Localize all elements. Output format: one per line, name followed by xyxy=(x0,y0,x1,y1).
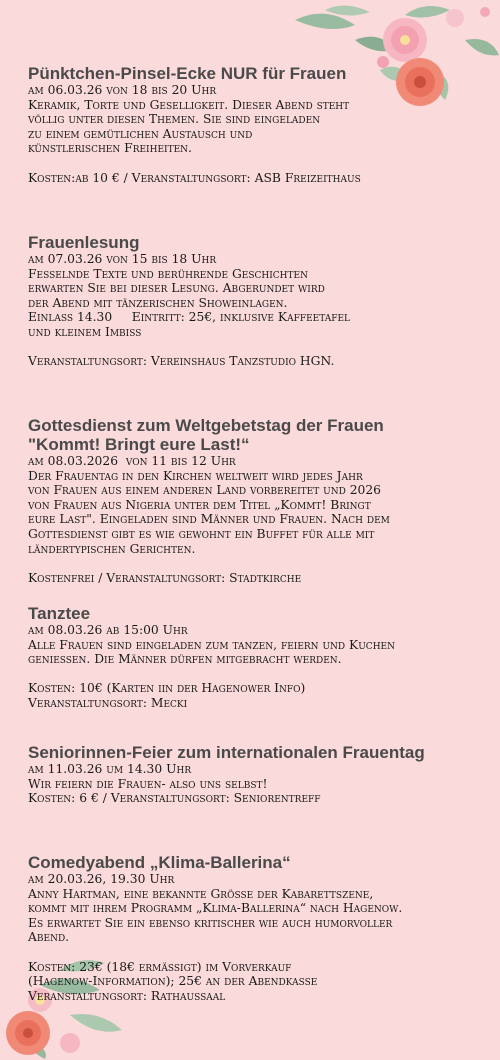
event-cost-venue: Kosten: 6 € / Veranstaltungsort: Seniorentreff xyxy=(28,791,321,806)
event-description-line: eure Last". Eingeladen sind Männer und Frauen. Nach dem xyxy=(28,512,390,527)
event-description-line: kommt mit ihrem Programm „Klima-Ballerina“ nach Hagenow. xyxy=(28,901,403,916)
event-description-line: Es erwartet Sie ein ebenso kritischer wie auch humorvoller xyxy=(28,915,393,930)
event-description-line: und kleinem Imbiss xyxy=(28,324,142,339)
event-details xyxy=(28,623,488,711)
event-title xyxy=(28,233,488,252)
event-description-line: Gottesdienst gibt es wie gewohnt ein Buffet für alle mit xyxy=(28,526,375,541)
event-title-line: Pünktchen-Pinsel-Ecke NUR für Frauen xyxy=(28,64,347,83)
event-details xyxy=(28,872,488,1003)
event-description-line: künstlerischen Freiheiten. xyxy=(28,141,192,156)
event-title-line: "Kommt! Bringt eure Last!“ xyxy=(28,435,250,454)
event-description-line: erwarten Sie bei dieser Lesung. Abgerundet wird xyxy=(28,281,325,296)
event-details xyxy=(28,454,488,585)
event-date: am 07.03.26 von 15 bis 18 Uhr xyxy=(28,252,217,266)
event-cost: (Hagenow-Information); 25€ an der Abendkasse xyxy=(28,974,318,989)
event-description-line: Alle Frauen sind eingeladen zum tanzen, feiern und Kuchen xyxy=(28,637,395,652)
event-cost-venue: Kosten:ab 10 € / Veranstaltungsort: ASB Freizeithaus xyxy=(28,170,361,185)
event-venue: Veranstaltungsort: Rathaussaal xyxy=(28,988,226,1003)
event-description-line: geniessen. Die Männer dürfen mitgebracht werden. xyxy=(28,652,342,667)
event-frauenlesung xyxy=(28,233,488,369)
event-title-line: Frauenlesung xyxy=(28,233,140,252)
event-title xyxy=(28,853,488,872)
event-cost-venue: Kostenfrei / Veranstaltungsort: Stadtkirche xyxy=(28,570,302,585)
event-title xyxy=(28,416,488,454)
event-comedyabend xyxy=(28,853,488,1003)
event-venue: Veranstaltungsort: Mecki xyxy=(28,695,188,710)
event-details xyxy=(28,83,488,185)
event-date: am 08.03.2026 von 11 bis 12 Uhr xyxy=(28,454,236,468)
event-description-line: Anny Hartman, eine bekannte Grösse der Kabarettszene, xyxy=(28,886,374,901)
event-title-line: Gottesdienst zum Weltgebetstag der Frauen xyxy=(28,416,384,435)
event-details xyxy=(28,252,488,369)
event-description-line: von Frauen aus Nigeria unter dem Titel „Kommt! Bringt xyxy=(28,497,371,512)
event-seniorinnen-feier xyxy=(28,743,488,806)
event-description-line: ländertypischen Gerichten. xyxy=(28,541,196,556)
event-venue: Veranstaltungsort: Vereinshaus Tanzstudio HGN. xyxy=(28,354,335,369)
event-pinsel-ecke xyxy=(28,64,488,185)
event-details xyxy=(28,762,488,806)
event-description-line: Der Frauentag in den Kirchen weltweit wird jedes Jahr xyxy=(28,468,363,483)
event-date: am 08.03.26 ab 15:00 Uhr xyxy=(28,623,188,637)
event-cost: Kosten: 23€ (18€ ermässigt) im Vorverkauf xyxy=(28,959,292,974)
event-date: am 06.03.26 von 18 bis 20 Uhr xyxy=(28,83,217,97)
event-tanztee xyxy=(28,604,488,711)
event-description-line: völlig unter diesen Themen. Sie sind eingeladen xyxy=(28,112,321,127)
event-cost: Kosten: 10€ (Karten iin der Hagenower Info) xyxy=(28,681,306,696)
event-description-line: Abend. xyxy=(28,930,70,945)
event-title xyxy=(28,64,488,83)
event-weltgebetstag xyxy=(28,416,488,585)
event-date: am 11.03.26 um 14.30 Uhr xyxy=(28,762,192,776)
event-title-line: Seniorinnen-Feier zum internationalen Frauentag xyxy=(28,743,425,762)
event-title xyxy=(28,743,488,762)
event-title-line: Tanztee xyxy=(28,604,91,623)
event-description-line: Keramik, Torte und Geselligkeit. Dieser Abend steht xyxy=(28,97,350,112)
event-description-line: Einlass 14.30 Eintritt: 25€, inklusive Kaffeetafel xyxy=(28,310,351,325)
event-description-line: Wir feiern die Frauen- also uns selbst! xyxy=(28,776,268,791)
event-title-line: Comedyabend „Klima-Ballerina“ xyxy=(28,853,291,872)
event-description-line: zu einem gemütlichen Austausch und xyxy=(28,126,253,141)
event-description-line: Fesselnde Texte und berührende Geschichten xyxy=(28,266,308,281)
event-title xyxy=(28,604,488,623)
event-description-line: von Frauen aus einem anderen Land vorbereitet und 2026 xyxy=(28,483,382,498)
event-description-line: der Abend mit tänzerischen Showeinlagen. xyxy=(28,295,288,310)
event-date: am 20.03.26, 19.30 Uhr xyxy=(28,872,175,886)
